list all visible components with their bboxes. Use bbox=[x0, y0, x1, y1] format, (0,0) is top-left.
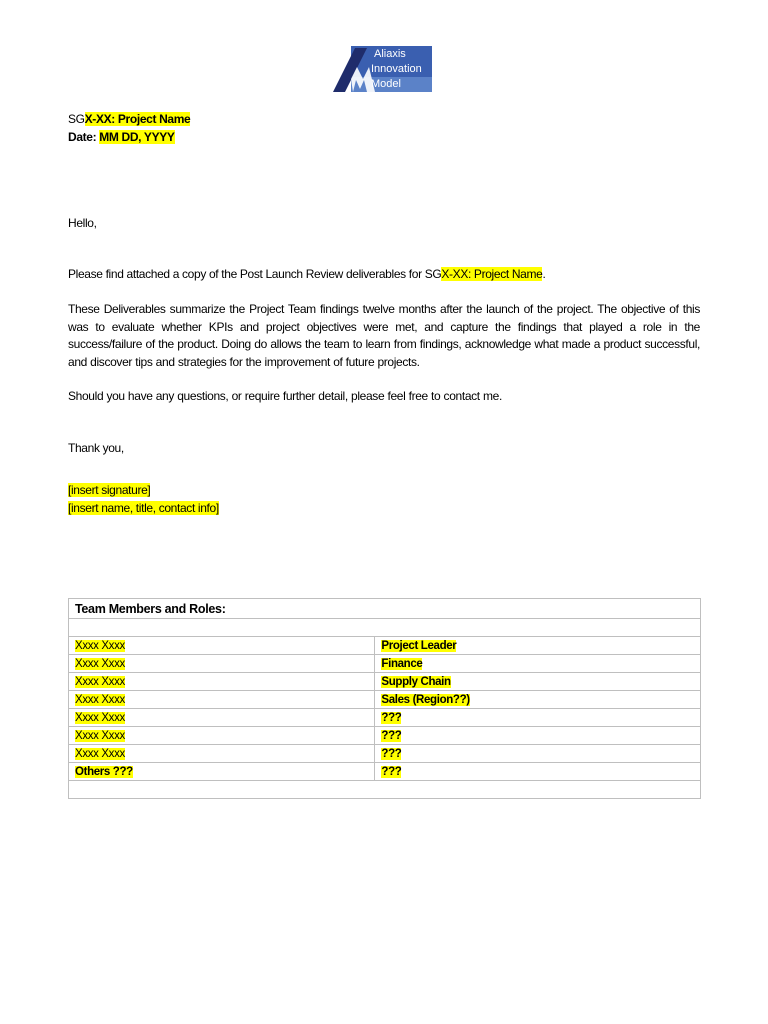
signature-highlight: [insert signature] bbox=[68, 483, 151, 497]
greeting: Hello, bbox=[68, 216, 97, 230]
member-role: Finance bbox=[381, 657, 423, 670]
date-line bbox=[68, 129, 175, 146]
table-row bbox=[69, 763, 701, 781]
logo-line-1: Aliaxis bbox=[374, 48, 406, 60]
project-prefix: SG bbox=[68, 112, 85, 126]
member-name: Xxxx Xxxx bbox=[75, 675, 125, 688]
member-role: ??? bbox=[381, 765, 402, 778]
member-role: Project Leader bbox=[381, 639, 457, 652]
table-row bbox=[69, 727, 701, 745]
date-value-highlight: MM DD, YYYY bbox=[99, 130, 175, 144]
aliaxis-logo bbox=[333, 45, 433, 93]
deliverables-paragraph: These Deliverables summarize the Project Team findings twelve months after the launch of the project. The objective of this was to evaluate whether KPIs and project objectives were met, and capture the findings that played a role in the success/failure of the product. Doing do allows the team to learn from findings, acknowledge what made a product successful, and discover tips and strategies for the improvement of future projects. bbox=[68, 302, 700, 369]
closing: Thank you, bbox=[68, 441, 124, 455]
member-role: ??? bbox=[381, 747, 402, 760]
contact-info-placeholder bbox=[68, 500, 219, 517]
attachment-period: . bbox=[542, 267, 546, 281]
member-name: Xxxx Xxxx bbox=[75, 657, 125, 670]
team-members-table bbox=[68, 598, 701, 799]
member-role: Sales (Region??) bbox=[381, 693, 470, 706]
project-title-line bbox=[68, 111, 190, 128]
attachment-text: Please find attached a copy of the Post Launch Review deliverables for SG bbox=[68, 267, 442, 281]
member-role: ??? bbox=[381, 711, 402, 724]
table-row bbox=[69, 655, 701, 673]
member-name: Xxxx Xxxx bbox=[75, 729, 125, 742]
member-name: Xxxx Xxxx bbox=[75, 711, 125, 724]
table-row bbox=[69, 637, 701, 655]
table-row bbox=[69, 673, 701, 691]
member-role: Supply Chain bbox=[381, 675, 451, 688]
member-name: Others ??? bbox=[75, 765, 133, 778]
logo-line-3: Model bbox=[371, 78, 401, 90]
table-title: Team Members and Roles: bbox=[69, 599, 701, 619]
table-row bbox=[69, 709, 701, 727]
project-name-highlight: X-XX: Project Name bbox=[84, 112, 191, 126]
table-row bbox=[69, 691, 701, 709]
member-role: ??? bbox=[381, 729, 402, 742]
member-name: Xxxx Xxxx bbox=[75, 639, 125, 652]
member-name: Xxxx Xxxx bbox=[75, 747, 125, 760]
table-row bbox=[69, 745, 701, 763]
attachment-paragraph bbox=[68, 266, 545, 283]
table-spacer-row bbox=[69, 619, 701, 637]
signature-placeholder bbox=[68, 482, 150, 499]
member-name: Xxxx Xxxx bbox=[75, 693, 125, 706]
logo-line-2: Innovation bbox=[371, 63, 422, 75]
table-footer-row bbox=[69, 781, 701, 799]
contact-info-highlight: [insert name, title, contact info] bbox=[68, 501, 219, 515]
date-label: Date: bbox=[68, 130, 100, 144]
contact-paragraph: Should you have any questions, or require further detail, please feel free to contact me. bbox=[68, 389, 502, 403]
attachment-project-highlight: X-XX: Project Name bbox=[441, 267, 543, 281]
